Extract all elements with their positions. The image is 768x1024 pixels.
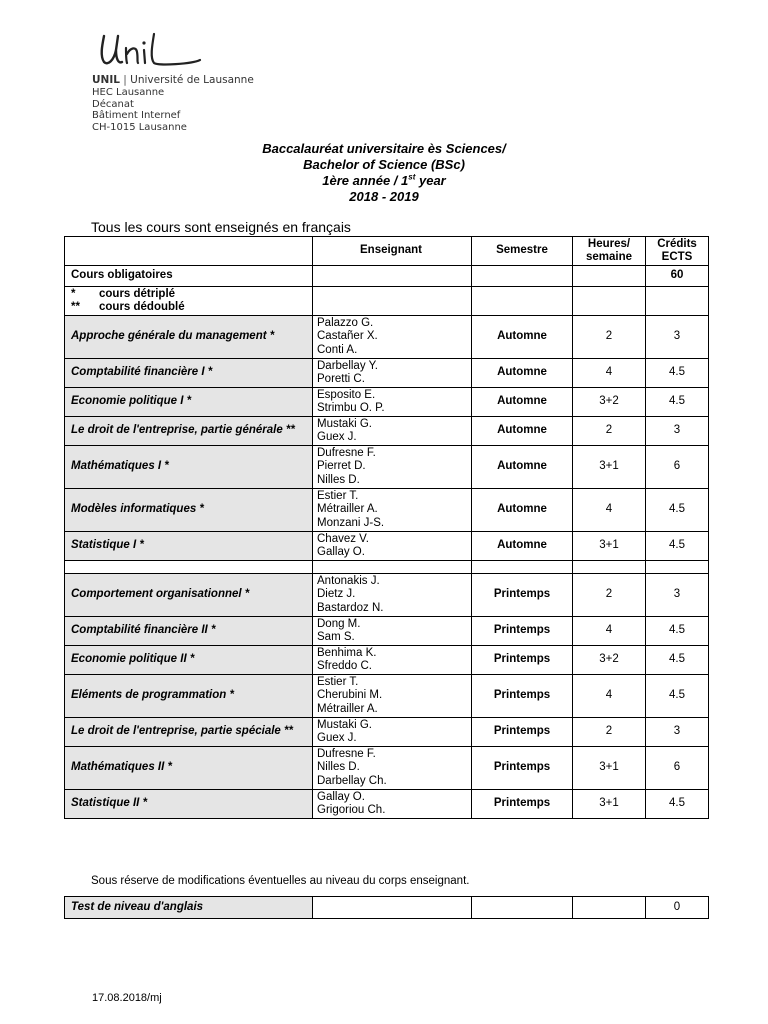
- teacher-name: Darbellay Y.: [317, 359, 378, 372]
- document-title: [0, 141, 768, 205]
- title-line-2: Bachelor of Science (BSc): [303, 157, 465, 172]
- course-semester: Printemps: [472, 747, 573, 790]
- address-line: Bâtiment Internef: [92, 110, 181, 121]
- course-name: Statistique I *: [65, 532, 313, 561]
- teacher-name: Chavez V.: [317, 532, 369, 545]
- course-name: Approche générale du management *: [65, 316, 313, 359]
- teacher-name: Monzani J-S.: [317, 516, 385, 529]
- course-name: Le droit de l'entreprise, partie générale **: [65, 417, 313, 446]
- mandatory-credits: 60: [646, 266, 709, 287]
- course-credits: 3: [646, 417, 709, 446]
- course-semester: Automne: [472, 388, 573, 417]
- course-hours: 3+2: [573, 646, 646, 675]
- course-row: [65, 489, 709, 532]
- address-block: [92, 74, 254, 133]
- header-credits-line1: Crédits: [657, 237, 697, 250]
- course-credits: 4.5: [646, 359, 709, 388]
- course-name: Mathématiques II *: [65, 747, 313, 790]
- course-hours: 4: [573, 675, 646, 718]
- teacher-name: Guex J.: [317, 431, 357, 443]
- teacher-list: [313, 675, 472, 718]
- empty-cell: [472, 266, 573, 287]
- table-header-row: [65, 237, 709, 266]
- legend-mark: *: [71, 287, 76, 300]
- english-test-table: [64, 896, 709, 919]
- course-semester: Automne: [472, 417, 573, 446]
- course-row: [65, 532, 709, 561]
- title-line-4: 2018 - 2019: [349, 189, 419, 204]
- course-hours: 3+1: [573, 532, 646, 561]
- course-name: Comptabilité financière II *: [65, 617, 313, 646]
- empty-cell: [313, 287, 472, 316]
- header-hours-line1: Heures/: [587, 237, 631, 250]
- course-hours: 3+1: [573, 446, 646, 489]
- header-credits-line2: ECTS: [661, 251, 693, 263]
- legend-text: cours détriplé: [99, 287, 176, 300]
- course-row: [65, 446, 709, 489]
- course-credits: 3: [646, 316, 709, 359]
- address-line: HEC Lausanne: [92, 87, 165, 98]
- course-credits: 6: [646, 747, 709, 790]
- course-name: Mathématiques I *: [65, 446, 313, 489]
- course-hours: 2: [573, 417, 646, 446]
- teacher-list: [313, 574, 472, 617]
- course-hours: 2: [573, 574, 646, 617]
- course-row: [65, 359, 709, 388]
- teacher-list: [313, 316, 472, 359]
- course-semester: Printemps: [472, 574, 573, 617]
- brand-separator: |: [123, 74, 127, 86]
- course-semester: Automne: [472, 446, 573, 489]
- course-name: Le droit de l'entreprise, partie spéciale **: [65, 718, 313, 747]
- course-name: Modèles informatiques *: [65, 489, 313, 532]
- university-brand: [92, 74, 254, 87]
- empty-cell: [646, 561, 709, 574]
- teacher-name: Conti A.: [317, 343, 358, 356]
- address-line: CH-1015 Lausanne: [92, 121, 187, 133]
- teacher-name: Sam S.: [317, 631, 355, 643]
- empty-cell: [313, 266, 472, 287]
- course-credits: 4.5: [646, 489, 709, 532]
- teacher-list: [313, 359, 472, 388]
- course-credits: 3: [646, 574, 709, 617]
- course-semester: Printemps: [472, 675, 573, 718]
- course-semester: Printemps: [472, 790, 573, 819]
- empty-cell: [472, 897, 573, 919]
- course-semester: Printemps: [472, 646, 573, 675]
- course-credits: 4.5: [646, 675, 709, 718]
- teacher-list: [313, 646, 472, 675]
- course-credits: 4.5: [646, 646, 709, 675]
- teacher-name: Antonakis J.: [317, 574, 380, 587]
- teacher-name: Estier T.: [317, 675, 359, 688]
- empty-cell: [573, 287, 646, 316]
- teacher-name: Grigoriou Ch.: [317, 804, 386, 816]
- teacher-list: [313, 747, 472, 790]
- course-hours: 3+1: [573, 747, 646, 790]
- teacher-name: Gallay O.: [317, 546, 365, 558]
- legend-mark: **: [71, 301, 80, 313]
- teacher-name: Estier T.: [317, 489, 359, 502]
- teacher-list: [313, 446, 472, 489]
- course-row: [65, 747, 709, 790]
- teacher-name: Bastardoz N.: [317, 601, 384, 614]
- course-hours: 4: [573, 489, 646, 532]
- teacher-name: Dufresne F.: [317, 446, 376, 459]
- course-row: [65, 675, 709, 718]
- teacher-name: Mustaki G.: [317, 417, 372, 430]
- teacher-name: Poretti C.: [317, 373, 365, 385]
- empty-cell: [646, 287, 709, 316]
- teacher-name: Gallay O.: [317, 790, 365, 803]
- course-semester: Printemps: [472, 718, 573, 747]
- teacher-name: Esposito E.: [317, 388, 376, 401]
- teacher-list: [313, 617, 472, 646]
- teacher-list: [313, 532, 472, 561]
- title-superscript: st: [408, 172, 416, 182]
- empty-cell: [472, 287, 573, 316]
- empty-cell: [313, 561, 472, 574]
- title-year-suffix: year: [415, 173, 446, 188]
- course-hours: 3+2: [573, 388, 646, 417]
- teacher-name: Dietz J.: [317, 588, 356, 601]
- course-name: Statistique II *: [65, 790, 313, 819]
- course-row: [65, 718, 709, 747]
- footer-date: 17.08.2018/mj: [92, 992, 162, 1004]
- course-row: [65, 316, 709, 359]
- header-hours-line2: semaine: [585, 251, 633, 263]
- teacher-list: [313, 790, 472, 819]
- title-line-3: [0, 173, 768, 189]
- legend-row: [65, 287, 709, 316]
- mandatory-row: [65, 266, 709, 287]
- teacher-name: Guex J.: [317, 732, 357, 744]
- teacher-name: Mustaki G.: [317, 718, 372, 731]
- intro-text: Tous les cours sont enseignés en français: [91, 219, 351, 235]
- teacher-name: Castañer X.: [317, 330, 378, 343]
- teacher-name: Palazzo G.: [317, 316, 374, 329]
- teacher-list: [313, 388, 472, 417]
- teacher-name: Strimbu O. P.: [317, 402, 385, 414]
- teacher-name: Nilles D.: [317, 761, 360, 774]
- empty-cell: [573, 897, 646, 919]
- title-line-1: Baccalauréat universitaire ès Sciences/: [262, 141, 506, 156]
- english-test-row: [65, 897, 709, 919]
- legend-item: [71, 288, 306, 302]
- teacher-list: [313, 417, 472, 446]
- empty-cell: [573, 266, 646, 287]
- course-semester: Automne: [472, 316, 573, 359]
- course-credits: 4.5: [646, 532, 709, 561]
- address-line: Décanat: [92, 98, 134, 110]
- course-credits: 3: [646, 718, 709, 747]
- course-name: Eléments de programmation *: [65, 675, 313, 718]
- teacher-name: Dufresne F.: [317, 747, 376, 760]
- legend-item: [71, 301, 306, 315]
- header-teacher: Enseignant: [313, 237, 472, 266]
- course-row: [65, 417, 709, 446]
- course-name: Economie politique I *: [65, 388, 313, 417]
- teacher-list: [313, 489, 472, 532]
- course-name: Economie politique II *: [65, 646, 313, 675]
- header-credits: [646, 237, 709, 266]
- course-row: [65, 790, 709, 819]
- teacher-name: Benhima K.: [317, 646, 377, 659]
- teacher-name: Dong M.: [317, 617, 361, 630]
- unil-signature-logo: [92, 30, 202, 72]
- unil-logo: [92, 30, 292, 72]
- course-credits: 6: [646, 446, 709, 489]
- empty-cell: [573, 561, 646, 574]
- header-hours: [573, 237, 646, 266]
- course-hours: 4: [573, 617, 646, 646]
- course-hours: 3+1: [573, 790, 646, 819]
- teacher-name: Métrailler A.: [317, 503, 378, 516]
- teacher-name: Nilles D.: [317, 473, 360, 486]
- header-semester: Semestre: [472, 237, 573, 266]
- course-credits: 4.5: [646, 617, 709, 646]
- mandatory-label: Cours obligatoires: [65, 266, 313, 287]
- course-credits: 4.5: [646, 790, 709, 819]
- teacher-name: Darbellay Ch.: [317, 774, 387, 787]
- legend-text: cours dédoublé: [99, 301, 185, 313]
- course-semester: Automne: [472, 359, 573, 388]
- empty-cell: [313, 897, 472, 919]
- course-credits: 4.5: [646, 388, 709, 417]
- english-test-credits: 0: [646, 897, 709, 919]
- course-semester: Automne: [472, 532, 573, 561]
- teacher-name: Pierret D.: [317, 460, 366, 473]
- course-name: Comportement organisationnel *: [65, 574, 313, 617]
- course-row: [65, 574, 709, 617]
- legend-cell: [65, 287, 313, 316]
- course-row: [65, 617, 709, 646]
- course-semester: Printemps: [472, 617, 573, 646]
- teacher-name: Métrailler A.: [317, 702, 378, 715]
- brand-name: UNIL: [92, 74, 120, 86]
- course-row: [65, 388, 709, 417]
- course-hours: 2: [573, 316, 646, 359]
- course-hours: 4: [573, 359, 646, 388]
- spacer-row: [65, 561, 709, 574]
- course-name: Comptabilité financière I *: [65, 359, 313, 388]
- university-name: Université de Lausanne: [130, 74, 254, 86]
- empty-cell: [472, 561, 573, 574]
- header-empty-cell: [65, 237, 313, 266]
- teacher-name: Cherubini M.: [317, 689, 383, 702]
- course-table: [64, 236, 709, 819]
- empty-cell: [65, 561, 313, 574]
- english-test-label: Test de niveau d'anglais: [65, 897, 313, 919]
- teacher-list: [313, 718, 472, 747]
- disclaimer-note: Sous réserve de modifications éventuelles au niveau du corps enseignant.: [91, 875, 470, 887]
- title-year-text: 1ère année / 1: [322, 173, 409, 188]
- course-hours: 2: [573, 718, 646, 747]
- course-row: [65, 646, 709, 675]
- teacher-name: Sfreddo C.: [317, 660, 372, 672]
- course-semester: Automne: [472, 489, 573, 532]
